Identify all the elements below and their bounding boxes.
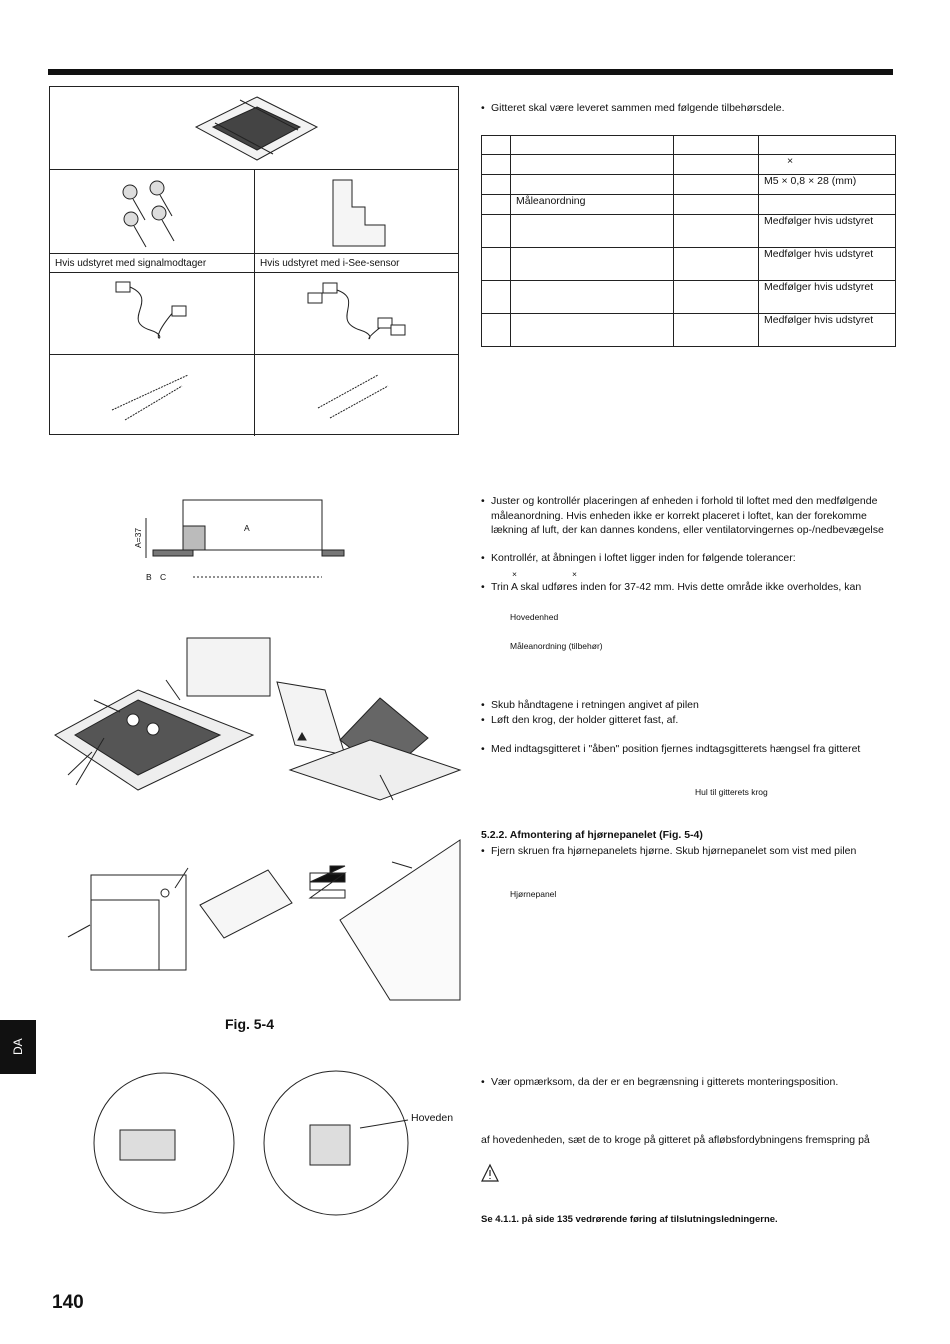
page-number: 140	[52, 1292, 84, 1313]
section53-bullet3: • Trin A skal udføres inden for 37-42 mm. Hvis dette område ikke overholdes, kan	[481, 580, 861, 595]
cable-ties-right	[318, 375, 388, 418]
label-c: C	[160, 572, 167, 582]
tolerance-x2: ×	[572, 569, 577, 579]
cable-left-illustration	[116, 282, 186, 338]
section53b-line2: af hovedenheden, sæt de to kroge på gitteret på afløbsfordybningens fremspring på	[481, 1134, 870, 1146]
section53-bullet1: • Juster og kontrollér placeringen af enheden i forhold til loftet med den medfølgende måleanordning. Hvis enheden ikke er korrekt placeret i loftet, kan der forekomme lækning af luft, der kan dannes kondens, eller ventilatorvingernes op-/nedbevægelse	[481, 494, 884, 538]
section521-bullet3: • Med indtagsgitteret i "åben" position fjernes indtagsgitterets hængsel fra gitteret	[481, 742, 860, 757]
label-a: A	[244, 523, 250, 533]
section522-heading: 5.2.2. Afmontering af hjørnepanelet (Fig. 5-4)	[481, 829, 703, 841]
tolerance-x1: ×	[512, 569, 517, 579]
dimension-label: A=37	[133, 527, 143, 548]
caption-isee-sensor: Hvis udstyret med i-See-sensor	[260, 258, 400, 269]
section53b-bullet1: • Vær opmærksom, da der er en begrænsning i gitterets monteringsposition.	[481, 1075, 838, 1090]
accessory-table: × M5 × 0,8 × 28 (mm) Måleanordning Medfølger hvis udstyret Medfølger hvis udstyret Medfølger hvis udstyret Medfølger hvis udstyret	[481, 135, 896, 347]
warning-icon	[482, 1165, 498, 1181]
section522-bullet1: • Fjern skruen fra hjørnepanelets hjørne. Skub hjørnepanelet som vist med pilen	[481, 844, 856, 859]
ceiling-diagram	[146, 500, 344, 577]
gauge-illustration	[333, 180, 385, 246]
fig-label-main-unit: Hoveden	[411, 1112, 454, 1124]
corner-panel-diagram	[68, 840, 460, 1000]
legend-main-unit: Hovedenhed	[510, 612, 559, 622]
wiring-note: Se 4.1.1. på side 135 vedrørende føring af tilslutningsledningerne.	[481, 1214, 778, 1225]
cable-ties-left	[112, 375, 188, 420]
legend-corner-panel: Hjørnepanel	[510, 889, 557, 899]
hook-detail-circles	[94, 1071, 408, 1215]
intro-bullet: • Gitteret skal være leveret sammen med følgende tilbehørsdele.	[481, 101, 785, 116]
section53-bullet2: • Kontrollér, at åbningen i loftet ligger inden for følgende tolerancer:	[481, 551, 796, 566]
language-tab: DA	[0, 1020, 36, 1074]
grille-illustration	[196, 97, 317, 160]
label-b: B	[146, 572, 152, 582]
cable-right-illustration	[308, 283, 405, 339]
section521-bullet1: • Skub håndtagene i retningen angivet af pilen	[481, 698, 699, 713]
figure-label: Fig. 5-4	[225, 1016, 275, 1032]
section521-bullet2: • Løft den krog, der holder gitteret fast, af.	[481, 713, 678, 728]
grille-removal-diagram	[55, 638, 460, 800]
legend-gauge: Måleanordning (tilbehør)	[510, 641, 603, 651]
legend-hook-hole: Hul til gitterets krog	[695, 787, 768, 797]
screws-illustration	[123, 181, 174, 247]
caption-signal-receiver: Hvis udstyret med signalmodtager	[55, 258, 207, 269]
